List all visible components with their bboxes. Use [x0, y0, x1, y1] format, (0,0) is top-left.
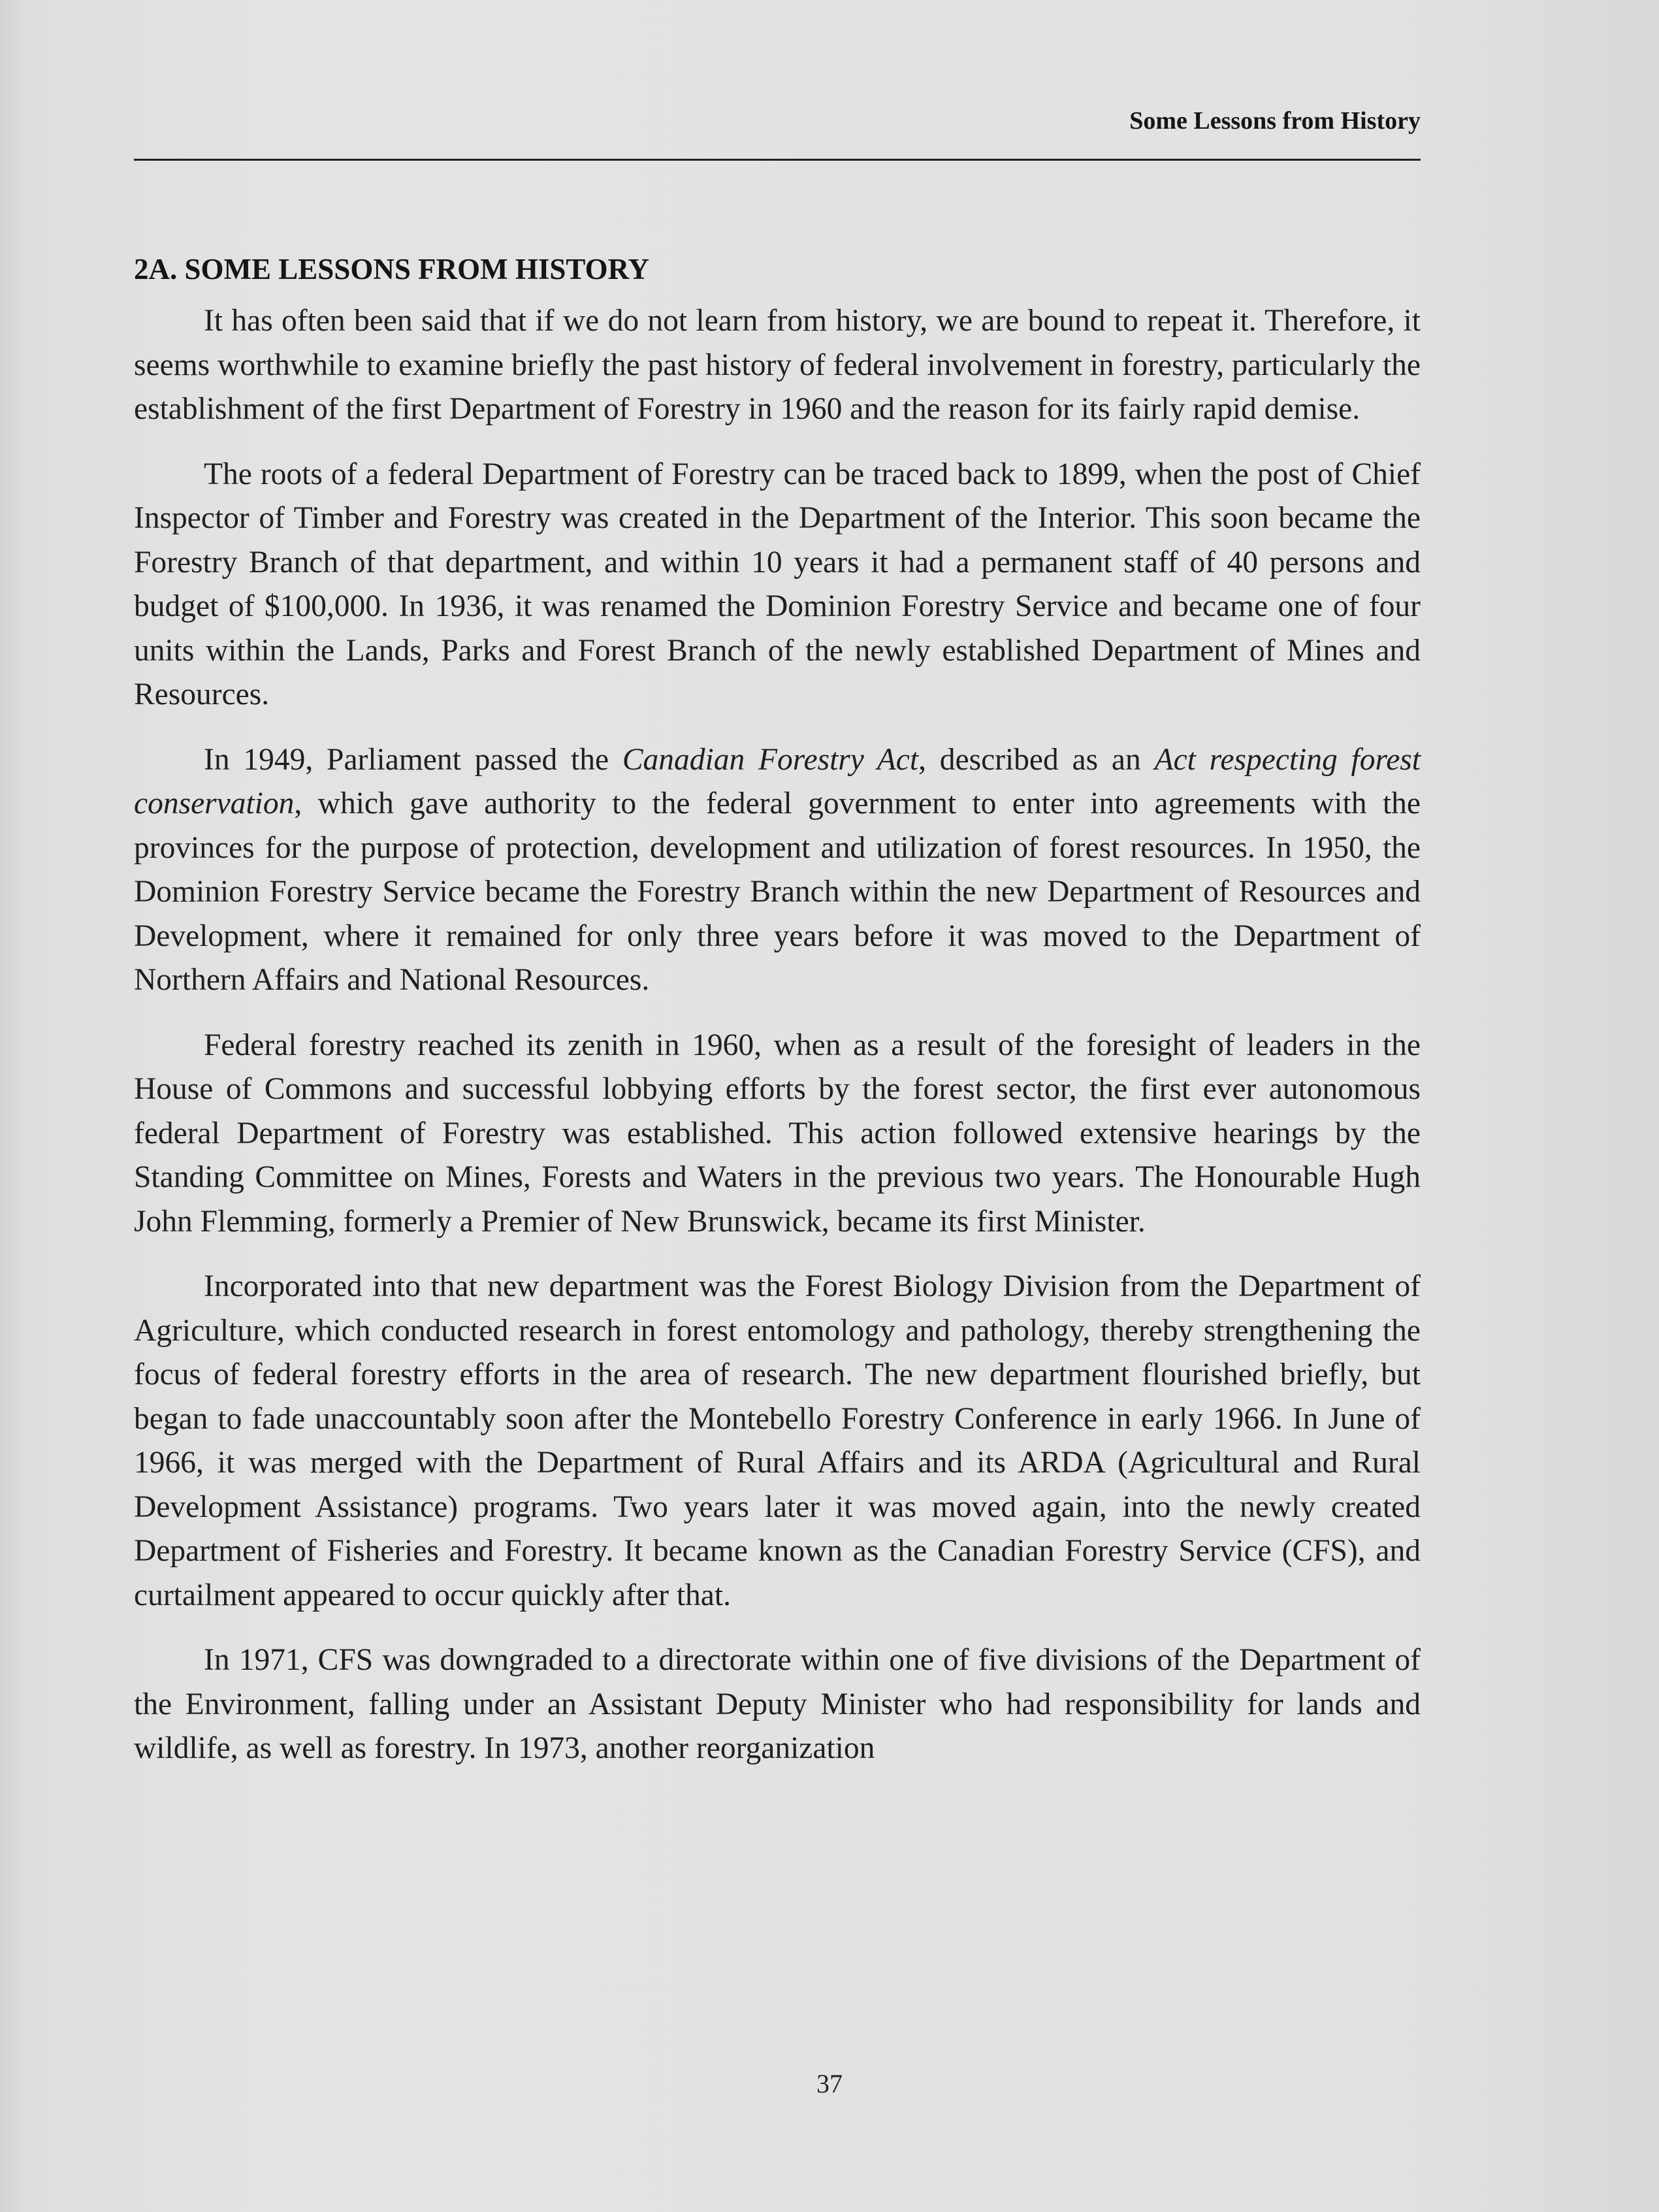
paragraph-2: The roots of a federal Department of Forestry can be traced back to 1899, when the post of Chief Inspector of Timber and Forestry was created in the Department of the Interior. This soon became the Forestry Branch of that department, and within 10 years it had a permanent staff of 40 persons and budget of $100,000. In 1936, it was renamed the Dominion Forestry Service and became one of four units within the Lands, Parks and Forest Branch of the newly established Department of Mines and Resources.	[134, 457, 1421, 711]
page-number: 37	[816, 2069, 843, 2098]
act-title: Canadian Forestry Act	[622, 742, 919, 777]
paragraph-3-text-a: In 1949, Parliament passed the	[204, 742, 622, 777]
paragraph-5: Incorporated into that new department was the Forest Biology Division from the Department of Agriculture, which conducted research in forest entomology and pathology, thereby strengthening the focus of federal forestry efforts in the area of research. The new department flourished briefly, but began to fade unaccountably soon after the Montebello Forestry Conference in early 1966. In June of 1966, it was merged with the Department of Rural Affairs and its ARDA (Agricultural and Rural Development Assistance) programs. Two years later it was moved again, into the newly created Department of Fisheries and Forestry. It became known as the Canadian Forestry Service (CFS), and curtailment appeared to occur quickly after that.	[134, 1269, 1421, 1612]
paragraph-1: It has often been said that if we do not learn from history, we are bound to repeat it. Therefore, it seems worthwhile to examine briefly the past history of federal involvement in forestry, particularly the establishment of the first Department of Forestry in 1960 and the reason for its fairly rapid demise.	[134, 304, 1421, 426]
section-title: 2A. SOME LESSONS FROM HISTORY	[134, 253, 649, 285]
header-rule	[134, 159, 1421, 161]
page-body	[134, 247, 1421, 1792]
running-head: Some Lessons from History	[1129, 107, 1421, 135]
paragraph-3	[134, 738, 1421, 1003]
paragraph-3-text-b: , described as an	[918, 742, 1155, 777]
paragraph-3-text-c: , which gave authority to the federal government to enter into agreements with the provinces for the purpose of protection, development and utilization of forest resources. In 1950, the Dominion Forestry Service became the Forestry Branch within the new Department of Resources and Development, where it remained for only three years before it was moved to the Department of Northern Affairs and National Resources.	[134, 787, 1421, 997]
act-description: Act respecting forest conservation	[134, 742, 1421, 821]
paragraph-6: In 1971, CFS was downgraded to a directorate within one of five divisions of the Department of the Environment, falling under an Assistant Deputy Minister who had responsibility for lands and wildlife, as well as forestry. In 1973, another reorganization	[134, 1643, 1421, 1765]
paragraph-4: Federal forestry reached its zenith in 1960, when as a result of the foresight of leaders in the House of Commons and successful lobbying efforts by the forest sector, the first ever autonomous federal Department of Forestry was established. This action followed extensive hearings by the Standing Committee on Mines, Forests and Waters in the previous two years. The Honourable Hugh John Flemming, formerly a Premier of New Brunswick, became its first Minister.	[134, 1028, 1421, 1239]
